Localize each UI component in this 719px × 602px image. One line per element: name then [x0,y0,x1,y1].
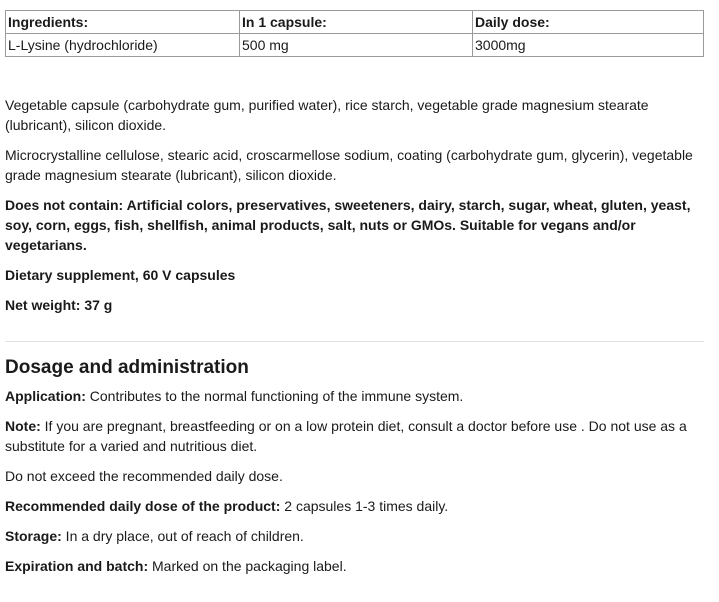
net-weight-line [5,295,704,315]
free-from-statement [5,195,704,255]
cell-ingredient: L-Lysine (hydrochloride) [6,34,240,57]
ingredients-table [5,10,704,57]
product-description [0,10,704,576]
cell-daily-dose: 3000mg [473,34,704,57]
application-text: Contributes to the normal functioning of the immune system. [85,388,464,404]
header-ingredients: Ingredients: [6,11,240,34]
application-line [5,386,704,406]
cell-per-capsule: 500 mg [240,34,473,57]
recommended-text: 2 capsules 1-3 times daily. [280,498,449,514]
do-not-exceed-line: Do not exceed the recommended daily dose. [5,468,283,484]
application-label: Application: [5,388,86,404]
expiration-label: Expiration and batch: [5,558,149,574]
table-row [6,34,704,57]
excipients-composition: Microcrystalline cellulose, stearic acid, croscarmellose sodium, coating (carbohydrate gum, glycerin), vegetable grade magnesium stearate (lubricant), silicon dioxide. [5,147,693,183]
note-text: If you are pregnant, breastfeeding or on a low protein diet, consult a doctor before use . Do not use as a substitute for a varied and nutritious diet. [5,418,687,454]
recommended-label: Recommended daily dose of the product: [5,498,281,514]
storage-label: Storage: [5,528,62,544]
note-line [5,416,704,456]
expiration-line [5,556,704,576]
note-label: Note: [5,418,41,434]
storage-text: In a dry place, out of reach of children. [61,528,304,544]
header-per-capsule: In 1 capsule: [240,11,473,34]
supplement-text: Dietary supplement, 60 V capsules [5,267,236,283]
supplement-line [5,265,704,285]
free-from-text: Does not contain: Artificial colors, preservatives, sweeteners, dairy, starch, sugar, wheat, gluten, yeast, soy, corn, eggs, fish, shellfish, animal products, salt, nuts or GMOs. Suitable for vegans and/or vegetarians. [5,197,691,253]
header-daily-dose: Daily dose: [473,11,704,34]
net-weight-text: Net weight: 37 g [5,297,113,313]
dosage-heading: Dosage and administration [5,357,249,378]
table-header-row [6,11,704,34]
expiration-text: Marked on the packaging label. [148,558,347,574]
section-divider [5,341,704,342]
capsule-composition: Vegetable capsule (carbohydrate gum, purified water), rice starch, vegetable grade magnesium stearate (lubricant), silicon dioxide. [5,97,649,133]
storage-line [5,526,704,546]
recommended-dose-line [5,496,704,516]
